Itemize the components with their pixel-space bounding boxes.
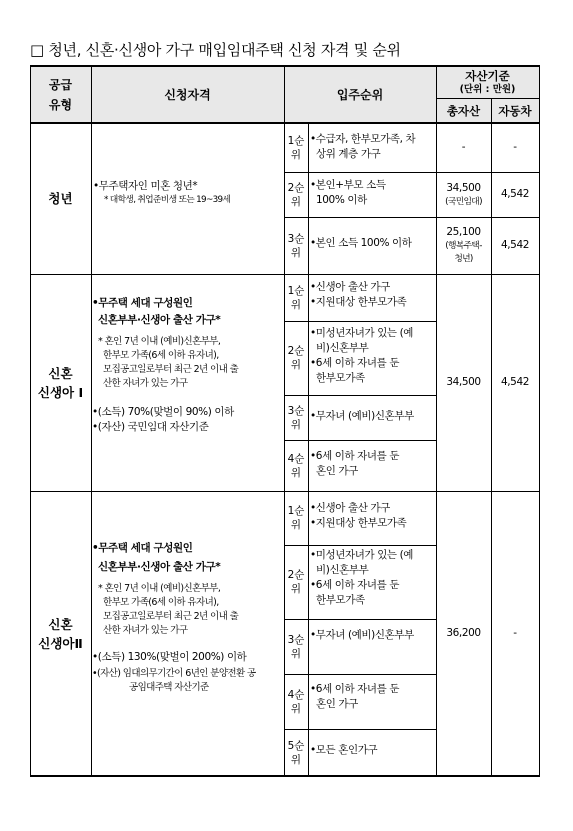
row-divider	[284, 217, 540, 218]
rank-desc-line: •본인 소득 100% 이하	[310, 237, 412, 249]
rank-desc	[308, 674, 436, 729]
rank-desc	[308, 491, 436, 545]
total-asset-note: 청년)	[454, 254, 473, 264]
rank-label: 위	[290, 753, 302, 766]
rank-desc	[308, 545, 436, 619]
header-car-label: 자동차	[498, 103, 532, 118]
group-divider	[30, 274, 540, 275]
total-asset-value	[436, 274, 491, 491]
rank-cell	[284, 123, 308, 172]
header-total-asset	[436, 98, 491, 123]
rank-desc-line: •수급자, 한부모가족, 차	[310, 133, 416, 145]
rank-desc	[308, 123, 436, 172]
column-divider	[491, 98, 492, 776]
row-divider	[284, 172, 540, 173]
rank-desc-line: •6세 이하 자녀를 둔	[310, 450, 400, 462]
rank-label: 2순	[287, 181, 305, 194]
total-asset-text: 34,500	[446, 181, 481, 194]
qualification-newlywed-1	[91, 274, 284, 491]
supply-type-label: 신생아Ⅱ	[38, 635, 83, 651]
table-border-left	[30, 66, 31, 776]
car-text: -	[513, 141, 517, 153]
qualification-line: •(자산) 임대의무기간이 6년인 분양전환 공	[92, 668, 256, 679]
qualification-footnote: 산한 자녀가 있는 가구	[103, 378, 188, 389]
rank-desc-line: •미성년자녀가 있는 (예	[310, 549, 414, 561]
rank-desc	[308, 395, 436, 440]
rank-desc-line: •지원대상 한부모가족	[310, 517, 407, 529]
rank-label: 4순	[287, 688, 305, 701]
qualification-line: •무주택 세대 구성원인	[92, 297, 193, 309]
row-divider	[284, 619, 436, 620]
total-asset-value	[436, 217, 491, 274]
rank-cell	[284, 491, 308, 545]
row-divider	[284, 321, 436, 322]
rank-desc	[308, 217, 436, 274]
rank-label: 1순	[287, 134, 305, 147]
qualification-footnote: * 대학생, 취업준비생 또는 19~39세	[104, 195, 231, 205]
rank-label: 위	[290, 359, 302, 371]
header-divider	[30, 122, 540, 124]
header-asset-unit: (단위 : 만원)	[459, 83, 516, 95]
qualification-line: 신혼부부·신생아 출산 가구*	[98, 561, 221, 573]
car-value	[491, 217, 539, 274]
header-priority	[284, 66, 436, 123]
car-value	[491, 123, 539, 172]
rank-label: 2순	[287, 345, 305, 357]
header-qualification	[91, 66, 284, 123]
supply-type-newlywed-2	[30, 491, 91, 776]
rank-cell	[284, 395, 308, 440]
rank-desc-line: •모든 혼인가구	[310, 744, 378, 756]
row-divider	[436, 98, 540, 99]
supply-type-label: 신혼	[48, 365, 73, 381]
rank-label: 위	[290, 148, 302, 161]
rank-desc-line: 한부모가족	[316, 372, 365, 384]
header-supply-type	[30, 66, 91, 123]
rank-desc-line: •지원대상 한부모가족	[310, 296, 407, 308]
rank-desc-line: •신생아 출산 가구	[310, 281, 390, 293]
rank-desc	[308, 172, 436, 217]
supply-type-youth	[30, 123, 91, 274]
rank-desc-line: 100% 이하	[316, 194, 367, 206]
rank-desc	[308, 619, 436, 674]
qualification-line: •(소득) 70%(맞벌이 90%) 이하	[92, 406, 234, 418]
rank-cell	[284, 321, 308, 395]
qualification-line: •(자산) 국민임대 자산기준	[92, 421, 209, 433]
qualification-newlywed-2	[91, 491, 284, 776]
header-car	[491, 98, 539, 123]
rank-label: 1순	[287, 505, 305, 517]
total-asset-value	[436, 172, 491, 217]
rank-desc-line: •무자녀 (예비)신혼부부	[310, 410, 414, 422]
rank-label: 위	[290, 519, 302, 531]
rank-cell	[284, 440, 308, 491]
rank-cell	[284, 619, 308, 674]
rank-desc	[308, 440, 436, 491]
qualification-footnote: 모집공고일로부터 최근 2년 이내 출	[103, 364, 239, 375]
table-border-top	[30, 65, 540, 67]
header-total-asset-label: 총자산	[446, 103, 481, 118]
rank-desc-line: 상위 계층 가구	[316, 148, 381, 160]
qualification-footnote: * 혼인 7년 이내 (예비)신혼부부,	[98, 336, 221, 347]
car-text: 4,542	[500, 188, 530, 200]
row-divider	[284, 395, 436, 396]
rank-desc	[308, 321, 436, 395]
rank-desc	[308, 729, 436, 776]
total-asset-value	[436, 123, 491, 172]
car-value	[491, 274, 539, 491]
rank-label: 2순	[287, 569, 305, 581]
qualification-footnote: 한부모 가족(6세 이하 유자녀),	[103, 350, 219, 361]
rank-label: 위	[290, 647, 302, 660]
rank-label: 5순	[287, 739, 305, 752]
table-border-bottom	[30, 775, 540, 777]
rank-label: 위	[290, 418, 302, 431]
rank-desc	[308, 274, 436, 321]
rank-desc-line: •6세 이하 자녀를 둔	[310, 357, 400, 369]
rank-desc-line: 비)신혼부부	[316, 342, 369, 354]
qualification-youth	[91, 123, 284, 274]
total-asset-text: 36,200	[446, 627, 481, 639]
group-divider	[30, 491, 540, 492]
total-asset-note: (국민임대)	[445, 196, 482, 207]
rank-desc-line: •신생아 출산 가구	[310, 502, 390, 514]
rank-label: 위	[290, 246, 302, 259]
total-asset-text: 34,500	[446, 376, 481, 388]
page-title: □ 청년, 신혼·신생아 가구 매입임대주택 신청 자격 및 순위	[30, 41, 401, 59]
qualification-footnote: 산한 자녀가 있는 가구	[103, 625, 188, 636]
car-text: -	[513, 627, 517, 639]
supply-type-label: 신생아 Ⅰ	[37, 384, 84, 400]
car-value	[491, 172, 539, 217]
rank-desc-line: 혼인 가구	[316, 698, 358, 710]
supply-type-label: 청년	[48, 191, 73, 206]
car-text: 4,542	[500, 376, 530, 388]
supply-type-newlywed-1	[30, 274, 91, 491]
qualification-footnote: 한부모 가족(6세 이하 유자녀),	[103, 597, 219, 608]
rank-desc-line: •6세 이하 자녀를 둔	[310, 683, 400, 695]
qualification-line: •무주택 세대 구성원인	[92, 542, 193, 554]
total-asset-text: -	[461, 141, 466, 153]
column-divider	[308, 123, 309, 776]
rank-desc-line: •무자녀 (예비)신혼부부	[310, 629, 414, 641]
row-divider	[284, 674, 436, 675]
rank-cell	[284, 545, 308, 619]
rank-cell	[284, 172, 308, 217]
rank-desc-line: 비)신혼부부	[316, 564, 369, 576]
rank-label: 3순	[287, 404, 305, 417]
rank-cell	[284, 729, 308, 776]
supply-type-label: 신혼	[48, 616, 73, 632]
rank-cell	[284, 674, 308, 729]
rank-desc-line: •미성년자녀가 있는 (예	[310, 327, 414, 339]
rank-label: 3순	[287, 633, 305, 646]
car-text: 4,542	[500, 239, 530, 251]
rank-desc-line: •6세 이하 자녀를 둔	[310, 579, 400, 591]
qualification-line: •무주택자인 미혼 청년*	[93, 180, 198, 192]
rank-cell	[284, 274, 308, 321]
header-priority-label: 입주순위	[336, 88, 384, 102]
rank-label: 3순	[287, 232, 305, 245]
qualification-line: •(소득) 130%(맞벌이 200%) 이하	[92, 651, 247, 663]
header-asset-label: 자산기준	[465, 68, 510, 83]
header-qualification-label: 신청자격	[164, 88, 211, 102]
row-divider	[284, 440, 436, 441]
rank-label: 위	[290, 702, 302, 715]
rank-label: 위	[290, 583, 302, 595]
rank-cell	[284, 217, 308, 274]
rank-label: 위	[290, 466, 302, 479]
rank-label: 위	[290, 298, 302, 311]
total-asset-text: 25,100	[446, 226, 481, 238]
header-asset	[436, 66, 539, 98]
car-value	[491, 491, 539, 776]
rank-label: 4순	[287, 452, 305, 465]
qualification-footnote: * 혼인 7년 이내 (예비)신혼부부,	[98, 583, 221, 594]
qualification-line: 신혼부부·신생아 출산 가구*	[98, 314, 221, 326]
rank-desc-line: 한부모가족	[316, 594, 365, 606]
total-asset-value	[436, 491, 491, 776]
column-divider	[91, 66, 92, 776]
header-supply-type-line: 공급	[48, 77, 73, 92]
qualification-line: 공임대주택 자산기준	[129, 682, 209, 693]
total-asset-note: (행복주택-	[445, 241, 482, 251]
rank-desc-line: •본인+부모 소득	[310, 179, 386, 191]
rank-label: 위	[290, 195, 302, 208]
qualification-footnote: 모집공고일로부터 최근 2년 이내 출	[103, 611, 239, 622]
header-supply-type-line: 유형	[48, 97, 73, 112]
row-divider	[284, 729, 436, 730]
rank-label: 1순	[287, 284, 305, 297]
rank-desc-line: 혼인 가구	[316, 465, 358, 477]
row-divider	[284, 545, 436, 546]
